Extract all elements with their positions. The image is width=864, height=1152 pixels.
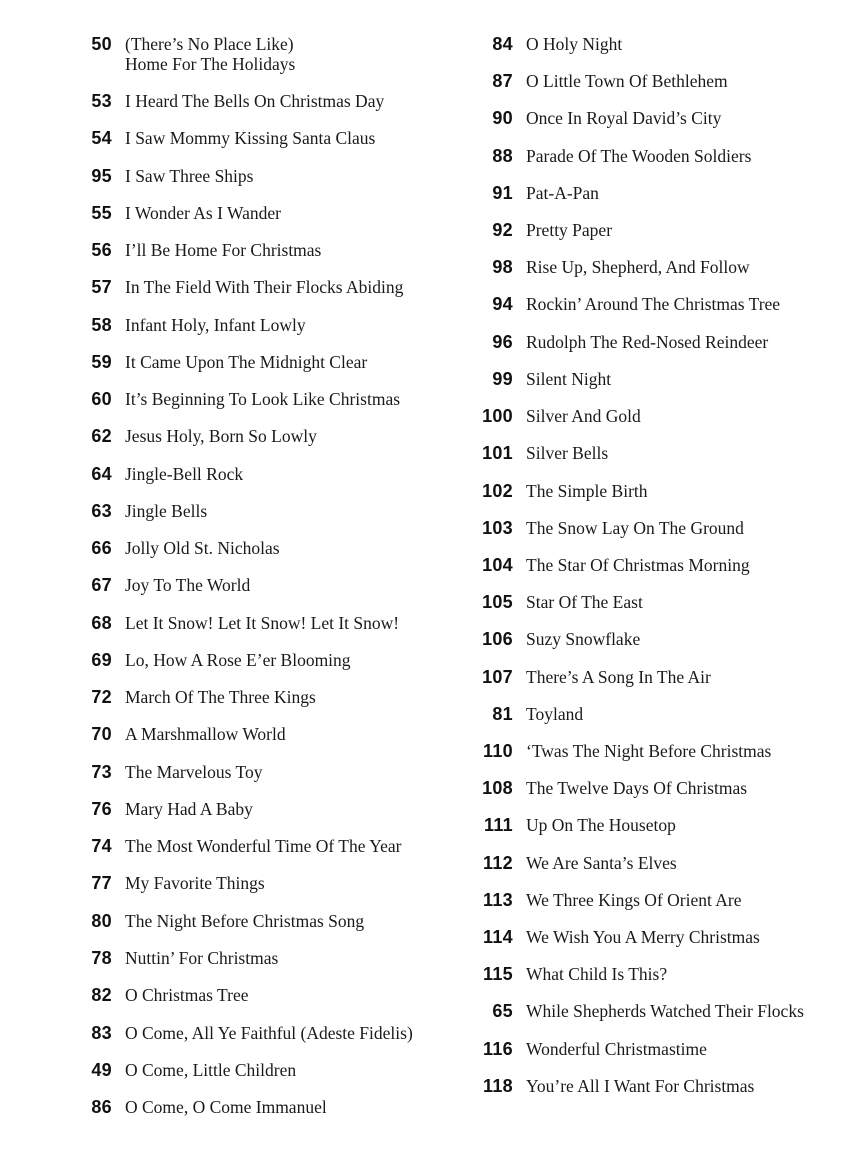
page-number: 60 — [91, 389, 112, 409]
song-title: Pat-A-Pan — [526, 183, 599, 203]
song-title: A Marshmallow World — [125, 724, 286, 744]
song-title: Silver Bells — [526, 443, 609, 463]
page-number: 59 — [91, 352, 112, 372]
page-number: 65 — [492, 1001, 513, 1021]
song-title: Up On The Housetop — [526, 815, 676, 835]
toc-entry — [62, 761, 262, 783]
toc-entry — [463, 703, 583, 725]
toc-entry — [463, 405, 641, 427]
toc-entry — [463, 628, 640, 650]
song-title: I Saw Mommy Kissing Santa Claus — [125, 128, 376, 148]
toc-entry — [463, 219, 612, 241]
page-number: 73 — [91, 762, 112, 782]
toc-entry — [463, 256, 750, 278]
page-number: 80 — [91, 911, 112, 931]
song-title: We Three Kings Of Orient Are — [526, 890, 742, 910]
song-title: You’re All I Want For Christmas — [526, 1076, 755, 1096]
toc-entry — [463, 145, 751, 167]
toc-entry — [62, 1059, 296, 1081]
page-number: 53 — [91, 91, 112, 111]
page-number: 69 — [91, 650, 112, 670]
page-number: 91 — [492, 183, 513, 203]
toc-entry — [62, 1096, 327, 1118]
toc-entry — [463, 107, 721, 129]
toc-entry — [62, 425, 317, 447]
song-title: Rise Up, Shepherd, And Follow — [526, 257, 750, 277]
page-number: 94 — [492, 294, 513, 314]
song-title: Pretty Paper — [526, 220, 613, 240]
page-number: 56 — [91, 240, 112, 260]
toc-entry — [463, 889, 742, 911]
song-title: O Come, All Ye Faithful (Adeste Fidelis) — [125, 1023, 413, 1043]
toc-entry — [463, 517, 744, 539]
song-title: O Christmas Tree — [125, 985, 249, 1005]
page-number: 84 — [492, 34, 513, 54]
page-number: 55 — [91, 203, 112, 223]
song-title: It Came Upon The Midnight Clear — [125, 352, 368, 372]
toc-entry — [62, 574, 250, 596]
toc-entry — [463, 1075, 754, 1097]
toc-entry — [463, 1000, 804, 1022]
song-title: The Most Wonderful Time Of The Year — [125, 836, 402, 856]
song-title: Jolly Old St. Nicholas — [125, 538, 280, 558]
song-title: Rudolph The Red-Nosed Reindeer — [526, 332, 769, 352]
song-title: Silent Night — [526, 369, 612, 389]
page-number: 106 — [482, 629, 513, 649]
song-title: (There’s No Place Like) Home For The Holidays — [125, 34, 296, 74]
toc-entry — [62, 984, 248, 1006]
page-number: 50 — [91, 34, 112, 54]
page-number: 118 — [483, 1076, 513, 1096]
song-title: The Star Of Christmas Morning — [526, 555, 750, 575]
song-title: What Child Is This? — [526, 964, 668, 984]
toc-entry — [62, 351, 367, 373]
page-number: 110 — [483, 741, 513, 761]
toc-entry — [62, 463, 243, 485]
page-number: 49 — [91, 1060, 112, 1080]
song-title: We Are Santa’s Elves — [526, 853, 677, 873]
page-number: 99 — [492, 369, 513, 389]
song-title: The Snow Lay On The Ground — [526, 518, 744, 538]
song-title: I’ll Be Home For Christmas — [125, 240, 322, 260]
page-number: 64 — [91, 464, 112, 484]
song-title: Jingle-Bell Rock — [125, 464, 244, 484]
page-number: 114 — [483, 927, 513, 947]
toc-entry — [62, 239, 321, 261]
toc-entry — [62, 165, 253, 187]
song-title: The Twelve Days Of Christmas — [526, 778, 748, 798]
toc-entry — [463, 442, 608, 464]
song-title: My Favorite Things — [125, 873, 265, 893]
page-number: 77 — [91, 873, 112, 893]
page-number: 72 — [91, 687, 112, 707]
toc-entry — [62, 314, 306, 336]
page-number: 107 — [482, 667, 513, 687]
toc-entry — [62, 276, 403, 298]
toc-entry — [62, 202, 281, 224]
toc-entry — [463, 70, 728, 92]
page-number: 103 — [482, 518, 513, 538]
song-title: I Saw Three Ships — [125, 166, 254, 186]
song-title: O Come, O Come Immanuel — [125, 1097, 327, 1117]
song-title: Lo, How A Rose E’er Blooming — [125, 650, 351, 670]
toc-entry — [62, 388, 400, 410]
toc-entry — [62, 127, 375, 149]
song-title: There’s A Song In The Air — [526, 667, 711, 687]
page-number: 74 — [91, 836, 112, 856]
song-title: Nuttin’ For Christmas — [125, 948, 279, 968]
song-title: Let It Snow! Let It Snow! Let It Snow! — [125, 613, 400, 633]
page-number: 82 — [91, 985, 112, 1005]
song-title: The Simple Birth — [526, 481, 648, 501]
page-number: 78 — [91, 948, 112, 968]
page-number: 105 — [482, 592, 513, 612]
song-title: The Night Before Christmas Song — [125, 911, 365, 931]
song-title: Once In Royal David’s City — [526, 108, 722, 128]
page-number: 62 — [91, 426, 112, 446]
toc-entry — [463, 554, 750, 576]
song-title: Toyland — [526, 704, 584, 724]
song-title: O Holy Night — [526, 34, 623, 54]
song-title: In The Field With Their Flocks Abiding — [125, 277, 404, 297]
toc-entry — [62, 1022, 413, 1044]
toc-entry — [62, 612, 399, 634]
toc-entry — [463, 182, 599, 204]
toc-entry — [463, 1038, 707, 1060]
toc-entry — [62, 835, 401, 857]
song-title: Jingle Bells — [125, 501, 208, 521]
toc-entry — [62, 686, 316, 708]
toc-entry — [62, 649, 351, 671]
song-title: We Wish You A Merry Christmas — [526, 927, 760, 947]
page-number: 87 — [492, 71, 513, 91]
page-number: 81 — [492, 704, 513, 724]
toc-entry — [463, 963, 667, 985]
toc-entry — [62, 910, 364, 932]
page-number: 104 — [482, 555, 513, 575]
toc-entry — [62, 500, 207, 522]
page-number: 68 — [91, 613, 112, 633]
page-number: 92 — [492, 220, 513, 240]
page-number: 63 — [91, 501, 112, 521]
page-number: 95 — [91, 166, 112, 186]
toc-entry — [62, 872, 265, 894]
page-number: 116 — [483, 1039, 513, 1059]
page-number: 111 — [484, 815, 513, 835]
toc-entry — [62, 798, 253, 820]
toc-entry — [62, 90, 384, 112]
toc-entry — [463, 591, 643, 613]
song-title: O Come, Little Children — [125, 1060, 297, 1080]
page-number: 115 — [483, 964, 513, 984]
toc-entry — [62, 537, 280, 559]
toc-entry — [463, 33, 622, 55]
toc-entry — [463, 331, 768, 353]
page-number: 101 — [482, 443, 513, 463]
song-title: Infant Holy, Infant Lowly — [125, 315, 306, 335]
song-title: Wonderful Christmastime — [526, 1039, 707, 1059]
toc-entry — [463, 852, 677, 874]
page-number: 54 — [91, 128, 112, 148]
song-title: Jesus Holy, Born So Lowly — [125, 426, 317, 446]
page-number: 96 — [492, 332, 513, 352]
song-title: March Of The Three Kings — [125, 687, 316, 707]
song-title: Parade Of The Wooden Soldiers — [526, 146, 752, 166]
page-number: 76 — [91, 799, 112, 819]
song-title: Joy To The World — [125, 575, 251, 595]
toc-entry — [463, 293, 780, 315]
page-number: 66 — [91, 538, 112, 558]
song-title: Suzy Snowflake — [526, 629, 641, 649]
toc-entry — [62, 723, 286, 745]
page-number: 90 — [492, 108, 513, 128]
song-title: Mary Had A Baby — [125, 799, 253, 819]
page-number: 57 — [91, 277, 112, 297]
toc-entry — [463, 368, 611, 390]
song-title: Silver And Gold — [526, 406, 641, 426]
toc-entry — [463, 777, 747, 799]
song-title: While Shepherds Watched Their Flocks — [526, 1001, 804, 1021]
song-title: O Little Town Of Bethlehem — [526, 71, 728, 91]
page-number: 102 — [482, 481, 513, 501]
song-title: It’s Beginning To Look Like Christmas — [125, 389, 401, 409]
toc-entry — [463, 926, 760, 948]
song-title: Rockin’ Around The Christmas Tree — [526, 294, 781, 314]
song-title: ‘Twas The Night Before Christmas — [526, 741, 772, 761]
page-number: 58 — [91, 315, 112, 335]
song-title: The Marvelous Toy — [125, 762, 263, 782]
page-number: 100 — [482, 406, 513, 426]
page-number: 67 — [91, 575, 112, 595]
song-title: I Heard The Bells On Christmas Day — [125, 91, 385, 111]
toc-entry — [463, 814, 676, 836]
song-title: Star Of The East — [526, 592, 643, 612]
page-number: 88 — [492, 146, 513, 166]
page-number: 112 — [483, 853, 513, 873]
page-number: 98 — [492, 257, 513, 277]
page-number: 70 — [91, 724, 112, 744]
page-number: 113 — [483, 890, 513, 910]
toc-entry — [62, 947, 278, 969]
page-number: 83 — [91, 1023, 112, 1043]
toc-entry — [62, 33, 295, 74]
song-title: I Wonder As I Wander — [125, 203, 281, 223]
toc-entry — [463, 480, 648, 502]
page-number: 86 — [91, 1097, 112, 1117]
toc-entry — [463, 666, 711, 688]
page-number: 108 — [482, 778, 513, 798]
toc-entry — [463, 740, 771, 762]
